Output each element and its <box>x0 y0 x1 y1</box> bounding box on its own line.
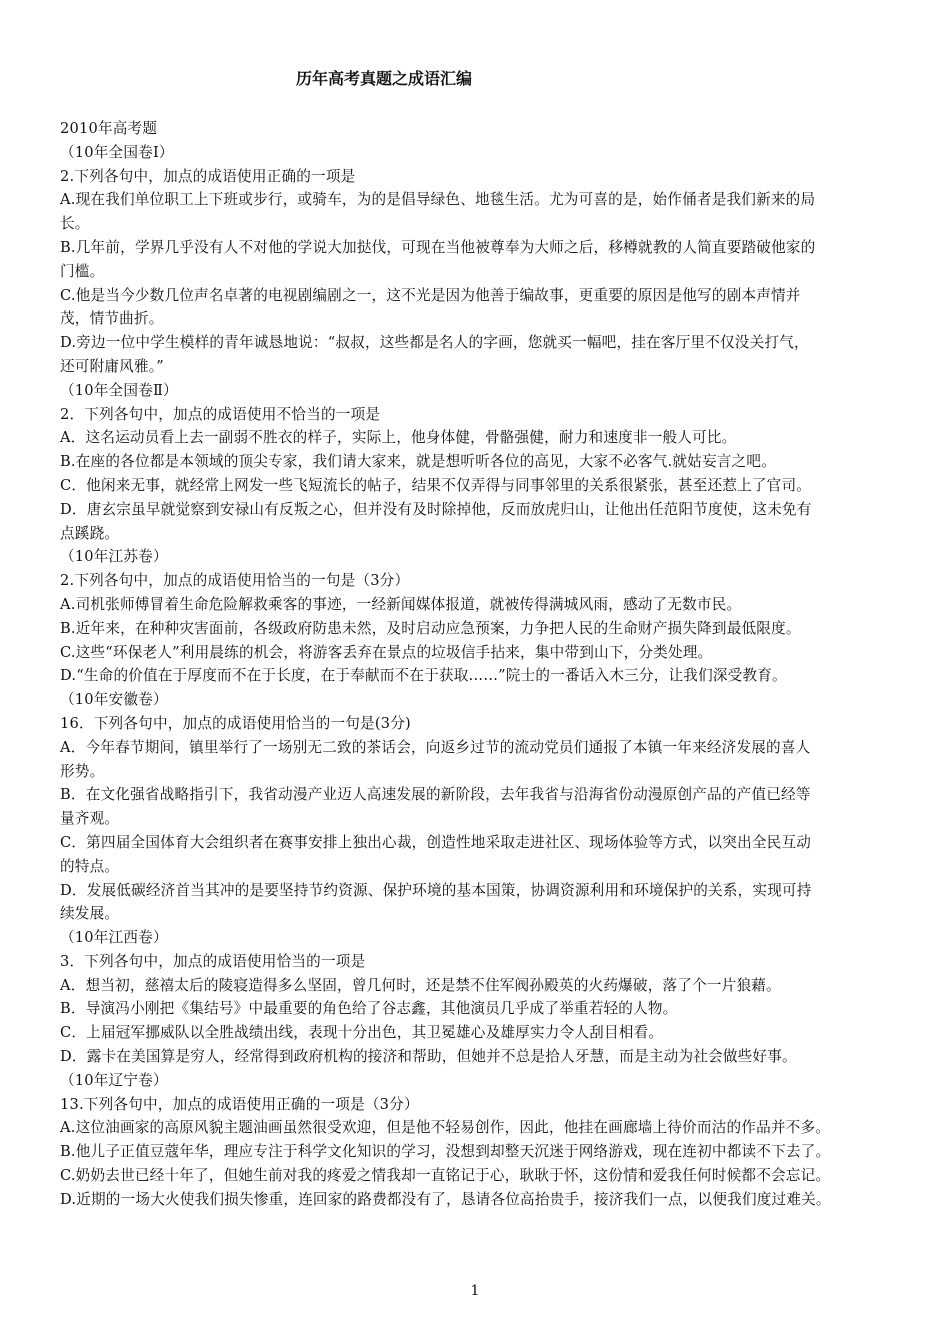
text-line: C．他闲来无事，就经常上网发一些飞短流长的帖子，结果不仅弄得与同事邻里的关系很紧张，甚至还惹上了官司。 <box>60 476 812 494</box>
text-line: 门槛。 <box>60 262 105 280</box>
text-line: B.几年前，学界几乎没有人不对他的学说大加挞伐，可现在当他被尊奉为大师之后，移樽就教的人简直要踏破他家的 <box>60 238 816 256</box>
text-line: C．第四届全国体育大会组织者在赛事安排上独出心裁，创造性地采取走进社区、现场体验等方式，以突出全民互动 <box>60 833 812 851</box>
document-body <box>60 117 900 1212</box>
text-line: A.这位油画家的高原风貌主题油画虽然很受欢迎，但是他不轻易创作，因此，他挂在画廊墙上待价而沽的作品并不多。 <box>60 1119 831 1137</box>
text-line: 还可附庸风雅。” <box>60 357 164 375</box>
text-line: （10年辽宁卷） <box>60 1071 168 1089</box>
text-line: D．唐玄宗虽早就觉察到安禄山有反叛之心，但并没有及时除掉他，反而放虎归山，让他出任范阳节度使，这未免有 <box>60 500 812 518</box>
text-line: 点蹊跷。 <box>60 524 120 542</box>
text-line: 16．下列各句中，加点的成语使用恰当的一句是(3分) <box>60 714 411 732</box>
text-line: C.这些“环保老人”利用晨练的机会，将游客丢弃在景点的垃圾信手拈来，集中带到山下，分类处理。 <box>60 643 713 661</box>
text-line: （10年全国卷Ⅰ） <box>60 143 174 161</box>
text-line: 2.下列各句中，加点的成语使用正确的一项是 <box>60 167 356 185</box>
text-line: 2．下列各句中，加点的成语使用不恰当的一项是 <box>60 405 381 423</box>
text-line: B．导演冯小刚把《集结号》中最重要的角色给了谷志鑫，其他演员几乎成了举重若轻的人物。 <box>60 1000 678 1018</box>
text-line: C.他是当今少数几位声名卓著的电视剧编剧之一，这不光是因为他善于编故事，更重要的原因是他写的剧本声情并 <box>60 286 801 304</box>
text-line: B.在座的各位都是本领域的顶尖专家，我们请大家来，就是想听听各位的高见，大家不必客气.就姑妄言之吧。 <box>60 453 776 471</box>
text-line: B.近年来，在种种灾害面前，各级政府防患未然，及时启动应急预案，力争把人民的生命财产损失降到最低限度。 <box>60 619 801 637</box>
text-line: 茂，情节曲折。 <box>60 310 164 328</box>
text-line: 3．下列各句中，加点的成语使用恰当的一项是 <box>60 952 366 970</box>
text-line: 2.下列各句中，加点的成语使用恰当的一句是（3分） <box>60 572 410 590</box>
text-line: （10年江苏卷） <box>60 548 168 566</box>
text-line: 13.下列各句中，加点的成语使用正确的一项是（3分） <box>60 1095 419 1113</box>
document-title: 历年高考真题之成语汇编 <box>295 69 472 88</box>
text-line: A.司机张师傅冒着生命危险解救乘客的事迹，一经新闻媒体报道，就被传得满城风雨，感动了无数市民。 <box>60 595 742 613</box>
text-line: （10年安徽卷） <box>60 691 168 709</box>
text-line: D．发展低碳经济首当其冲的是要坚持节约资源、保护环境的基本国策，协调资源利用和环境保护的关系，实现可持 <box>60 881 812 899</box>
text-line: A．想当初，慈禧太后的陵寝造得多么坚固，曾几何时，还是禁不住军阀孙殿英的火药爆破，落了个一片狼藉。 <box>60 976 781 994</box>
text-line: 量齐观。 <box>60 810 120 828</box>
text-line: B．在文化强省战略指引下，我省动漫产业迈人高速发展的新阶段，去年我省与沿海省份动漫原创产品的产值已经等 <box>60 786 811 804</box>
page-number: 1 <box>470 1283 480 1299</box>
text-line: A．这名运动员看上去一副弱不胜衣的样子，实际上，他身体健，骨骼强健，耐力和速度非一般人可比。 <box>60 429 737 447</box>
text-line: （10年江西卷） <box>60 929 168 947</box>
text-line: D.近期的一场大火使我们损失惨重，连回家的路费都没有了，恳请各位高抬贵手，接济我们一点，以便我们度过难关。 <box>60 1190 831 1208</box>
text-line: 续发展。 <box>60 905 120 923</box>
text-line: D．露卡在美国算是穷人，经常得到政府机构的接济和帮助，但她并不总是拾人牙慧，而是主动为社会做些好事。 <box>60 1048 797 1066</box>
text-line: 长。 <box>60 215 90 233</box>
text-line: B.他儿子正值豆蔻年华，理应专注于科学文化知识的学习，没想到却整天沉迷于网络游戏，现在连初中都读不下去了。 <box>60 1143 831 1161</box>
text-line: D.“生命的价值在于厚度而不在于长度，在于奉献而不在于获取……”院士的一番话入木三分，让我们深受教育。 <box>60 667 787 685</box>
text-line: C．上届冠军挪威队以全胜战绩出线，表现十分出色，其卫冕雄心及雄厚实力令人刮目相看。 <box>60 1024 664 1042</box>
text-line: 2010年高考题 <box>60 120 158 137</box>
text-line: C.奶奶去世已经十年了，但她生前对我的疼爱之情我却一直铭记于心，耿耿于怀，这份情和爱我任何时候都不会忘记。 <box>60 1167 831 1185</box>
text-line: D.旁边一位中学生模样的青年诚恳地说：“叔叔，这些都是名人的字画，您就买一幅吧，挂在客厅里不仅没关打气， <box>60 334 809 352</box>
text-line: A．今年春节期间，镇里举行了一场别无二致的茶话会，向返乡过节的流动党员们通报了本镇一年来经济发展的喜人 <box>60 738 811 756</box>
text-line: （10年全国卷Ⅱ） <box>60 381 178 399</box>
text-line: 形势。 <box>60 762 105 780</box>
text-line: 的特点。 <box>60 857 120 875</box>
text-line: A.现在我们单位职工上下班或步行，或骑车，为的是倡导绿色、地毯生活。尤为可喜的是，始作俑者是我们新来的局 <box>60 191 816 209</box>
